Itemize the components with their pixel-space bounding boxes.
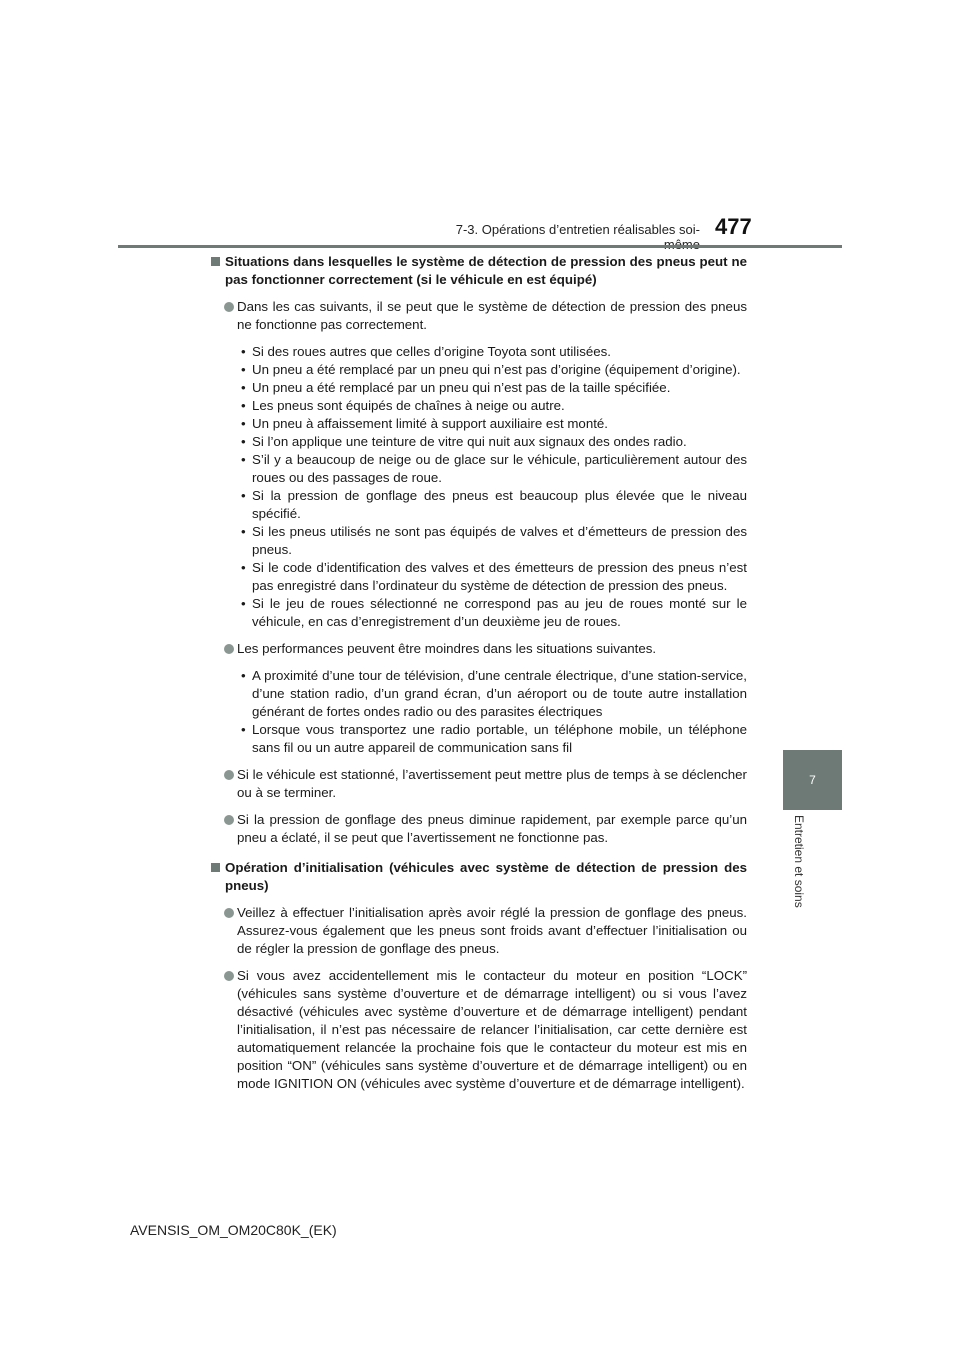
list-item	[211, 595, 747, 631]
square-bullet-icon	[211, 863, 220, 872]
list-item-text: Lorsque vous transportez une radio portable, un téléphone mobile, un téléphone sans fil ou un autre appareil de communication sans fil	[252, 722, 747, 755]
list-item-text: Si les pneus utilisés ne sont pas équipés de valves et d’émetteurs de pression des pneus.	[252, 524, 747, 557]
list-item-text: Si la pression de gonflage des pneus est beaucoup plus élevée que le niveau spécifié.	[252, 488, 747, 521]
paragraph-parked	[211, 766, 747, 802]
circle-bullet-icon	[224, 644, 234, 654]
list-item	[211, 343, 747, 361]
list-item-text: Les pneus sont équipés de chaînes à neige ou autre.	[252, 398, 565, 413]
paragraph-text: Veillez à effectuer l’initialisation après avoir réglé la pression de gonflage des pneus. Assurez-vous également que les pneus sont froids avant d’effectuer l’initialisation ou de régler la pression de gonflage des pneus.	[237, 905, 747, 956]
list-item	[211, 379, 747, 397]
paragraph-text: Si vous avez accidentellement mis le contacteur du moteur en position “LOCK” (véhicules sans système d’ouverture et de démarrage intelligent) ou si vous l’avez désactivé (véhicules avec système d’ouverture et de démarrage intelligent) pendant l’initialisation, il n’est pas nécessaire de relancer l’initialisation, car cette dernière est automatiquement relancée la prochaine fois que le contacteur du moteur est mis en position “ON” (véhicules sans système d’ouverture et de démarrage intelligent) ou en mode IGNITION ON (véhicules avec système d’ouverture et de démarrage intelligent).	[237, 968, 747, 1091]
chapter-label: Entretien et soins	[792, 815, 806, 908]
section-heading-tpms-situations	[211, 253, 747, 289]
paragraph-init-procedure	[211, 904, 747, 958]
list-item	[211, 721, 747, 757]
paragraph-performance	[211, 640, 747, 658]
section-heading-text: Opération d’initialisation (véhicules avec système de détection de pression des pneus)	[225, 860, 747, 893]
list-item	[211, 415, 747, 433]
square-bullet-icon	[211, 257, 220, 266]
bullet-dot-icon: •	[241, 398, 246, 413]
list-item	[211, 523, 747, 559]
list-item-text: Si le jeu de roues sélectionné ne correspond pas au jeu de roues monté sur le véhicule, en cas d’enregistrement d’un deuxième jeu de roues.	[252, 596, 747, 629]
list-item-text: Un pneu à affaissement limité à support auxiliaire est monté.	[252, 416, 609, 431]
list-item-text: Si des roues autres que celles d’origine Toyota sont utilisées.	[252, 344, 611, 359]
list-item-text: Si le code d’identification des valves et des émetteurs de pression des pneus n’est pas enregistré dans l’ordinateur du système de détection de pression des pneus.	[252, 560, 747, 593]
list-item	[211, 451, 747, 487]
bullet-dot-icon: •	[241, 452, 246, 467]
bullet-dot-icon: •	[241, 560, 246, 575]
list-item	[211, 433, 747, 451]
list-item-text: Un pneu a été remplacé par un pneu qui n’est pas d’origine (équipement d’origine).	[252, 362, 741, 377]
list-item	[211, 559, 747, 595]
header-divider	[118, 245, 842, 248]
list-item-text: Si l’on applique une teinture de vitre qui nuit aux signaux des ondes radio.	[252, 434, 687, 449]
paragraph-intro	[211, 298, 747, 334]
list-item-text: A proximité d’une tour de télévision, d’une centrale électrique, d’une station-service, d’une station radio, d’un grand écran, d’un aéroport ou de toute autre installation générant de fortes ondes radio ou des parasites électriques	[252, 668, 747, 719]
list-item	[211, 397, 747, 415]
malfunction-cases-list	[211, 343, 747, 631]
paragraph-text: Les performances peuvent être moindres dans les situations suivantes.	[237, 641, 657, 656]
section-heading-text: Situations dans lesquelles le système de détection de pression des pneus peut ne pas fonctionner correctement (si le véhicule en est équipé)	[225, 254, 747, 287]
circle-bullet-icon	[224, 815, 234, 825]
performance-cases-list	[211, 667, 747, 757]
list-item	[211, 667, 747, 721]
circle-bullet-icon	[224, 302, 234, 312]
bullet-dot-icon: •	[241, 596, 246, 611]
bullet-dot-icon: •	[241, 416, 246, 431]
bullet-dot-icon: •	[241, 668, 246, 683]
paragraph-text: Si la pression de gonflage des pneus diminue rapidement, par exemple parce qu’un pneu a éclaté, il se peut que l’avertissement ne fonctionne pas.	[237, 812, 747, 845]
circle-bullet-icon	[224, 908, 234, 918]
bullet-dot-icon: •	[241, 362, 246, 377]
page-content	[211, 253, 747, 1102]
chapter-number: 7	[809, 773, 816, 787]
paragraph-text: Si le véhicule est stationné, l’avertissement peut mettre plus de temps à se déclencher ou à se terminer.	[237, 767, 747, 800]
bullet-dot-icon: •	[241, 380, 246, 395]
circle-bullet-icon	[224, 971, 234, 981]
page-number: 477	[715, 214, 752, 239]
document-code: AVENSIS_OM_OM20C80K_(EK)	[130, 1222, 337, 1238]
bullet-dot-icon: •	[241, 344, 246, 359]
list-item	[211, 361, 747, 379]
paragraph-rapid-pressure-loss	[211, 811, 747, 847]
list-item-text: Un pneu a été remplacé par un pneu qui n’est pas de la taille spécifiée.	[252, 380, 671, 395]
list-item	[211, 487, 747, 523]
bullet-dot-icon: •	[241, 722, 246, 737]
paragraph-init-interrupted	[211, 967, 747, 1093]
chapter-tab[interactable]	[783, 750, 842, 810]
bullet-dot-icon: •	[241, 434, 246, 449]
list-item-text: S’il y a beaucoup de neige ou de glace sur le véhicule, particulièrement autour des roues ou des passages de roue.	[252, 452, 747, 485]
bullet-dot-icon: •	[241, 524, 246, 539]
header-section-title: 7-3. Opérations d’entretien réalisables soi-	[455, 222, 700, 237]
section-heading-initialization	[211, 859, 747, 895]
bullet-dot-icon: •	[241, 488, 246, 503]
circle-bullet-icon	[224, 770, 234, 780]
paragraph-text: Dans les cas suivants, il se peut que le système de détection de pression des pneus ne fonctionne pas correctement.	[237, 299, 747, 332]
